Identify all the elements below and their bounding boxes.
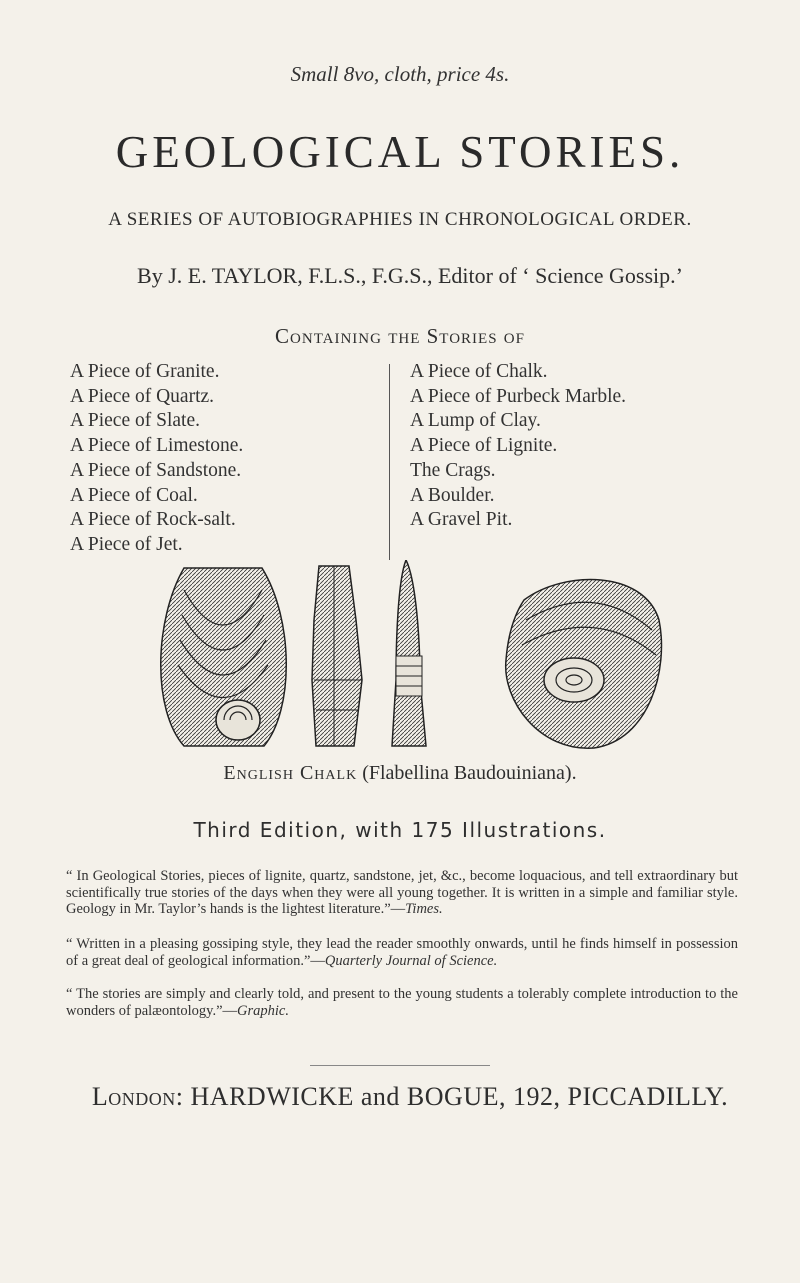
contents-list-left <box>70 360 243 558</box>
list-item: A Lump of Clay. <box>410 410 541 432</box>
contents-list-right <box>410 360 626 533</box>
list-item: A Piece of Slate. <box>70 410 200 432</box>
fossil-oblique-view-icon <box>506 580 662 749</box>
review-text: “ In Geological Stories, pieces of lignite, quartz, sandstone, jet, &c., become loquacious, and tell extraordinary but scientifically true stories of the days when they were all young together. It is written in a simple and familiar style. Geology in Mr. Taylor’s hands is the lightest literature.”— <box>66 868 738 917</box>
figure-caption <box>0 762 800 785</box>
list-item: A Piece of Sandstone. <box>70 459 242 481</box>
list-item: The Crags. <box>410 459 496 481</box>
review-quote <box>66 936 738 969</box>
book-title: GEOLOGICAL STORIES. <box>115 127 685 177</box>
review-source: Graphic. <box>237 1002 289 1019</box>
publisher-line <box>20 1082 800 1112</box>
publisher-name: : HARDWICKE and BOGUE, 192, PICCADILLY. <box>175 1082 729 1111</box>
review-quote <box>66 868 738 918</box>
list-item: A Boulder. <box>410 484 495 506</box>
list-item: A Piece of Jet. <box>70 533 183 555</box>
divider-rule <box>310 1065 490 1066</box>
list-item: A Piece of Rock-salt. <box>70 509 236 531</box>
book-subtitle: A SERIES OF AUTOBIOGRAPHIES IN CHRONOLOGICAL ORDER. <box>108 209 692 230</box>
review-text: “ The stories are simply and clearly told, and present to the young students a tolerably complete introduction to the wonders of palæontology.”— <box>66 986 738 1019</box>
list-item: A Piece of Limestone. <box>70 435 244 457</box>
fossil-section-view-icon <box>392 560 426 746</box>
list-item: A Piece of Chalk. <box>410 361 548 382</box>
list-item: A Piece of Quartz. <box>70 385 215 407</box>
list-item: A Piece of Coal. <box>70 484 198 506</box>
fossil-illustration <box>144 560 664 754</box>
review-text: “ Written in a pleasing gossiping style, they lead the reader smoothly onwards, until he finds himself in possession of a great deal of geological information.”— <box>66 936 738 969</box>
fossil-front-view-icon <box>161 568 287 746</box>
list-item: A Piece of Granite. <box>70 361 220 382</box>
caption-prefix: English Chalk <box>223 762 358 784</box>
caption-species: (Flabellina Baudouiniana). <box>362 762 577 784</box>
edition-line: Third Edition, with 175 Illustrations. <box>193 818 607 842</box>
list-item: A Piece of Purbeck Marble. <box>410 385 627 407</box>
author-line: By J. E. TAYLOR, F.L.S., F.G.S., Editor of ‘ Science Gossip.’ <box>137 263 683 288</box>
publisher-city: London <box>91 1082 176 1111</box>
list-item: A Piece of Lignite. <box>410 435 558 457</box>
review-source: Quarterly Journal of Science. <box>324 952 498 969</box>
review-quote <box>66 986 738 1019</box>
list-item: A Gravel Pit. <box>410 509 513 531</box>
contents-heading: Containing the Stories of <box>275 324 525 348</box>
fossil-side-view-icon <box>312 566 362 746</box>
review-source: Times. <box>405 901 443 917</box>
format-price-line: Small 8vo, cloth, price 4s. <box>290 62 510 86</box>
column-divider <box>389 364 390 560</box>
